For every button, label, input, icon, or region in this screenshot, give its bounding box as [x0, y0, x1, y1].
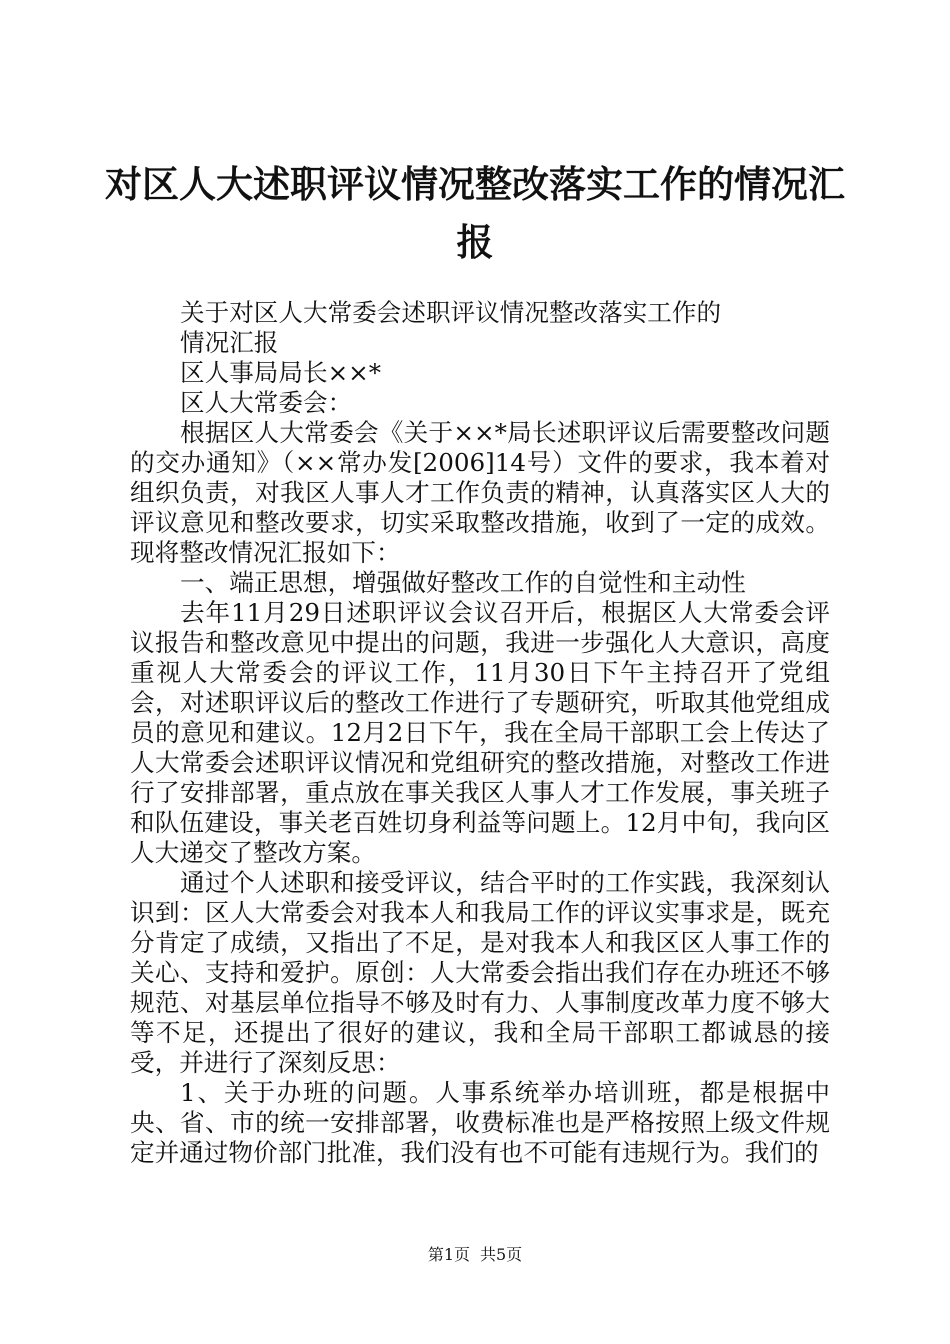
- salutation: 区人大常委会：: [180, 388, 353, 417]
- page-footer: [0, 1245, 950, 1265]
- section-heading-1: 一、端正思想，增强做好整改工作的自觉性和主动性: [180, 568, 746, 597]
- page-number: 第1页: [427, 1245, 470, 1264]
- paragraph-intro: 根据区人大常委会《关于××*局长述职评议后需要整改问题的交办通知》（××常办发[2006]14号）文件的要求，我本着对组织负责，对我区人事人才工作负责的精神，认真落实区人大的评议意见和整改要求，切实采取整改措施，收到了一定的成效。现将整改情况汇报如下：: [130, 418, 830, 567]
- paragraph-4: 1、关于办班的问题。人事系统举办培训班，都是根据中央、省、市的统一安排部署，收费标准也是严格按照上级文件规定并通过物价部门批准，我们没有也不可能有违规行为。我们的: [130, 1078, 830, 1167]
- document-title-line-1: 对区人大述职评议情况整改落实工作的情况汇: [105, 162, 845, 206]
- page-total: 共5页: [480, 1245, 523, 1264]
- subtitle-line-1: 关于对区人大常委会述职评议情况整改落实工作的: [180, 298, 722, 327]
- document-title-line-2: 报: [456, 220, 494, 264]
- paragraph-2: 去年11月29日述职评议会议召开后，根据区人大常委会评议报告和整改意见中提出的问题，我进一步强化人大意识，高度重视人大常委会的评议工作，11月30日下午主持召开了党组会，对述职评议后的整改工作进行了专题研究，听取其他党组成员的意见和建议。12月2日下午，我在全局干部职工会上传达了人大常委会述职评议情况和党组研究的整改措施，对整改工作进行了安排部署，重点放在事关我区人事人才工作发展，事关班子和队伍建设，事关老百姓切身利益等问题上。12月中旬，我向区人大递交了整改方案。: [130, 598, 830, 867]
- document-body: [130, 298, 830, 1168]
- paragraph-3: 通过个人述职和接受评议，结合平时的工作实践，我深刻认识到：区人大常委会对我本人和我局工作的评议实事求是，既充分肯定了成绩，又指出了不足，是对我本人和我区区人事工作的关心、支持和爱护。原创：人大常委会指出我们存在办班还不够规范、对基层单位指导不够及时有力、人事制度改革力度不够大等不足，还提出了很好的建议，我和全局干部职工都诚恳的接受，并进行了深刻反思：: [130, 868, 830, 1077]
- author-line: 区人事局局长××*: [180, 358, 382, 387]
- subtitle-line-2: 情况汇报: [180, 328, 279, 357]
